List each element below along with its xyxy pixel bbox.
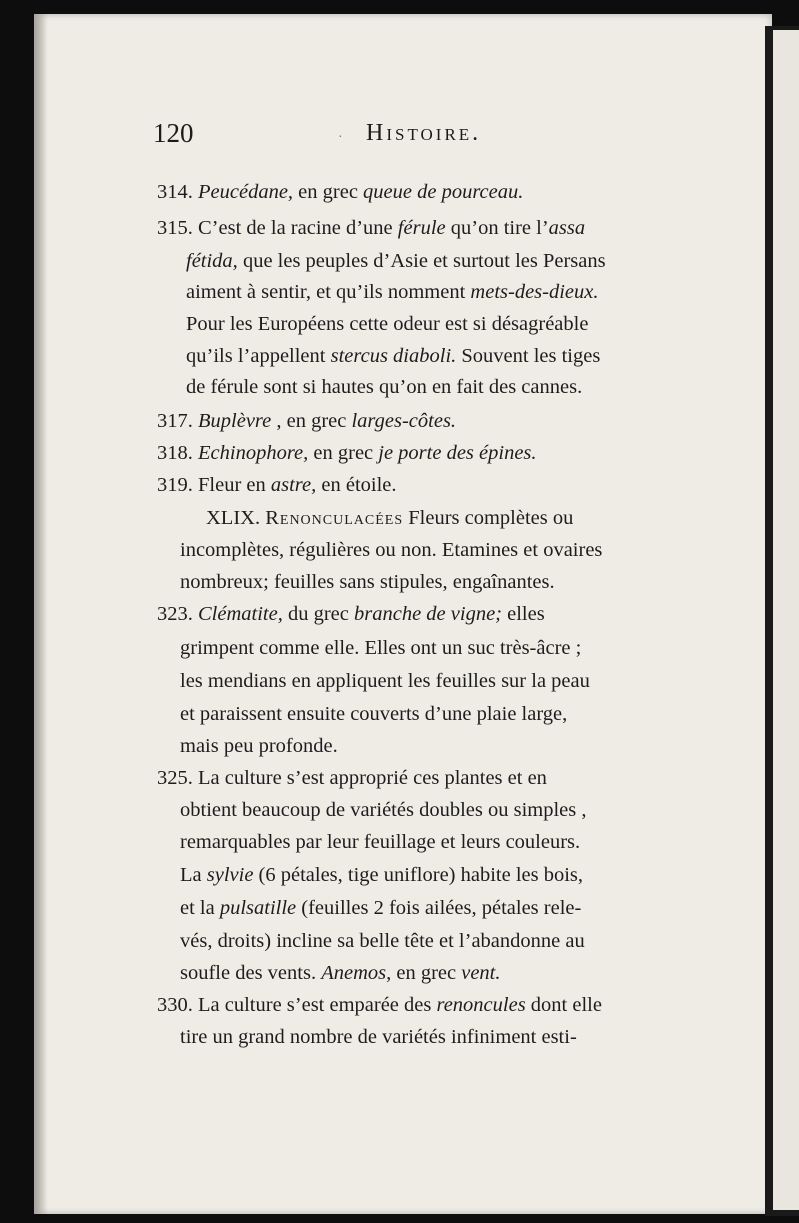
text-line: 315. C’est de la racine d’une férule qu’on tire l’assa (157, 217, 586, 239)
text-line: grimpent comme elle. Elles ont un suc très-âcre ; (180, 637, 582, 659)
page-gutter-shadow (34, 14, 48, 1214)
text-line: de férule sont si hautes qu’on en fait des cannes. (186, 376, 583, 398)
text-line: incomplètes, régulières ou non. Etamines et ovaires (180, 539, 603, 561)
header-separator-dot: · (338, 130, 343, 145)
text-line: fétida, que les peuples d’Asie et surtout les Persans (186, 250, 606, 272)
text-line: mais peu profonde. (180, 735, 338, 757)
page-number: 120 (153, 118, 194, 148)
text-line: 330. La culture s’est emparée des renoncules dont elle (157, 994, 602, 1016)
text-line: et la pulsatille (feuilles 2 fois ailées, pétales rele- (180, 897, 582, 919)
page-header (0, 118, 799, 152)
text-line: les mendians en appliquent les feuilles sur la peau (180, 670, 590, 692)
adjacent-page-sliver (773, 30, 799, 1210)
text-line: vés, droits) incline sa belle tête et l’abandonne au (180, 930, 585, 952)
text-line: qu’ils l’appellent stercus diaboli. Souvent les tiges (186, 345, 601, 367)
text-line: 318. Echinophore, en grec je porte des épines. (157, 442, 537, 464)
text-line: tire un grand nombre de variétés infiniment esti- (180, 1026, 577, 1048)
text-line: 323. Clématite, du grec branche de vigne; elles (157, 603, 545, 625)
text-line: 314. Peucédane, en grec queue de pourceau. (157, 181, 524, 203)
text-line: remarquables par leur feuillage et leurs couleurs. (180, 831, 581, 853)
text-line: nombreux; feuilles sans stipules, engaînantes. (180, 571, 555, 593)
text-line: obtient beaucoup de variétés doubles ou simples , (180, 799, 587, 821)
text-line: soufle des vents. Anemos, en grec vent. (180, 962, 501, 984)
text-line: aiment à sentir, et qu’ils nomment mets-des-dieux. (186, 281, 599, 303)
text-line: et paraissent ensuite couverts d’une plaie large, (180, 703, 568, 725)
text-line: Pour les Européens cette odeur est si désagréable (186, 313, 589, 335)
text-line: 325. La culture s’est approprié ces plantes et en (157, 767, 547, 789)
text-line: 317. Buplèvre , en grec larges-côtes. (157, 410, 457, 432)
text-line: La sylvie (6 pétales, tige uniflore) habite les bois, (180, 864, 584, 886)
section-heading-line: XLIX. Renonculacées Fleurs complètes ou (206, 507, 574, 529)
running-title: Histoire. (366, 120, 482, 146)
text-line: 319. Fleur en astre, en étoile. (157, 474, 397, 496)
